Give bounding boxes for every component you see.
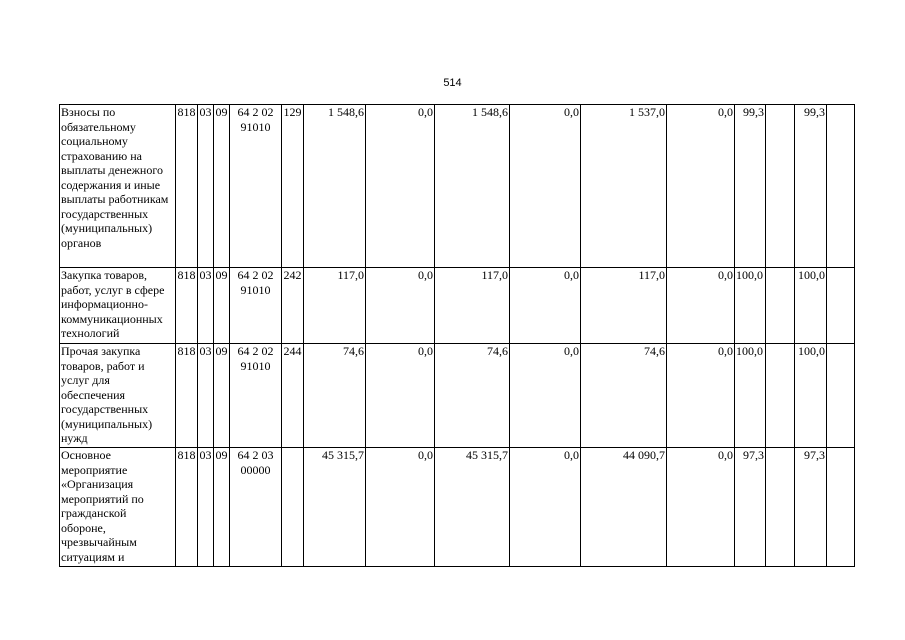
- percent-cell: 99,3: [795, 105, 827, 268]
- percent-cell: [766, 105, 795, 268]
- value-cell: 0,0: [667, 268, 735, 344]
- value-cell: 117,0: [304, 268, 366, 344]
- table-row: [60, 268, 855, 344]
- target-article-code: 64 2 02 91010: [230, 344, 282, 448]
- percent-cell: [827, 105, 855, 268]
- percent-cell: 100,0: [795, 344, 827, 448]
- page-number: 514: [443, 77, 462, 89]
- admin-code: 818: [176, 448, 198, 567]
- percent-cell: 97,3: [795, 448, 827, 567]
- row-name: Закупка товаров, работ, услуг в сфере информационно-коммуникационных технологий: [60, 268, 176, 344]
- value-cell: 44 090,7: [581, 448, 667, 567]
- subsection-code: 09: [214, 344, 230, 448]
- value-cell: 74,6: [304, 344, 366, 448]
- value-cell: 45 315,7: [435, 448, 510, 567]
- percent-cell: [827, 344, 855, 448]
- value-cell: 0,0: [510, 268, 581, 344]
- percent-cell: 99,3: [735, 105, 766, 268]
- value-cell: 0,0: [366, 448, 435, 567]
- value-cell: 0,0: [667, 105, 735, 268]
- table-row: [60, 448, 855, 567]
- value-cell: 0,0: [510, 105, 581, 268]
- value-cell: 117,0: [435, 268, 510, 344]
- table-row: [60, 344, 855, 448]
- percent-cell: 97,3: [735, 448, 766, 567]
- row-name: Взносы по обязательному социальному страхованию на выплаты денежного содержания и иные выплаты работникам государственных (муниципальных) органов: [60, 105, 176, 268]
- value-cell: 0,0: [510, 448, 581, 567]
- value-cell: 1 548,6: [304, 105, 366, 268]
- subsection-code: 09: [214, 448, 230, 567]
- value-cell: 0,0: [366, 268, 435, 344]
- value-cell: 1 537,0: [581, 105, 667, 268]
- expense-type-code: 244: [282, 344, 304, 448]
- expense-type-code: 242: [282, 268, 304, 344]
- section-code: 03: [198, 105, 214, 268]
- percent-cell: 100,0: [795, 268, 827, 344]
- row-name: Прочая закупка товаров, работ и услуг для обеспечения государственных (муниципальных) нужд: [60, 344, 176, 448]
- percent-cell: [766, 344, 795, 448]
- row-name: Основное мероприятие «Организация мероприятий по гражданской обороне, чрезвычайным ситуациям и: [60, 448, 176, 567]
- value-cell: 74,6: [435, 344, 510, 448]
- percent-cell: [827, 448, 855, 567]
- value-cell: 0,0: [510, 344, 581, 448]
- section-code: 03: [198, 268, 214, 344]
- subsection-code: 09: [214, 268, 230, 344]
- value-cell: 117,0: [581, 268, 667, 344]
- admin-code: 818: [176, 105, 198, 268]
- section-code: 03: [198, 344, 214, 448]
- percent-cell: 100,0: [735, 268, 766, 344]
- percent-cell: [827, 268, 855, 344]
- percent-cell: [766, 448, 795, 567]
- subsection-code: 09: [214, 105, 230, 268]
- admin-code: 818: [176, 268, 198, 344]
- expense-type-code: 129: [282, 105, 304, 268]
- section-code: 03: [198, 448, 214, 567]
- target-article-code: 64 2 02 91010: [230, 105, 282, 268]
- value-cell: 0,0: [667, 344, 735, 448]
- target-article-code: 64 2 02 91010: [230, 268, 282, 344]
- percent-cell: [766, 268, 795, 344]
- admin-code: 818: [176, 344, 198, 448]
- value-cell: 74,6: [581, 344, 667, 448]
- table-row: [60, 105, 855, 268]
- expense-type-code: [282, 448, 304, 567]
- percent-cell: 100,0: [735, 344, 766, 448]
- target-article-code: 64 2 03 00000: [230, 448, 282, 567]
- value-cell: 45 315,7: [304, 448, 366, 567]
- value-cell: 0,0: [667, 448, 735, 567]
- value-cell: 0,0: [366, 344, 435, 448]
- value-cell: 0,0: [366, 105, 435, 268]
- budget-table: [59, 104, 855, 567]
- value-cell: 1 548,6: [435, 105, 510, 268]
